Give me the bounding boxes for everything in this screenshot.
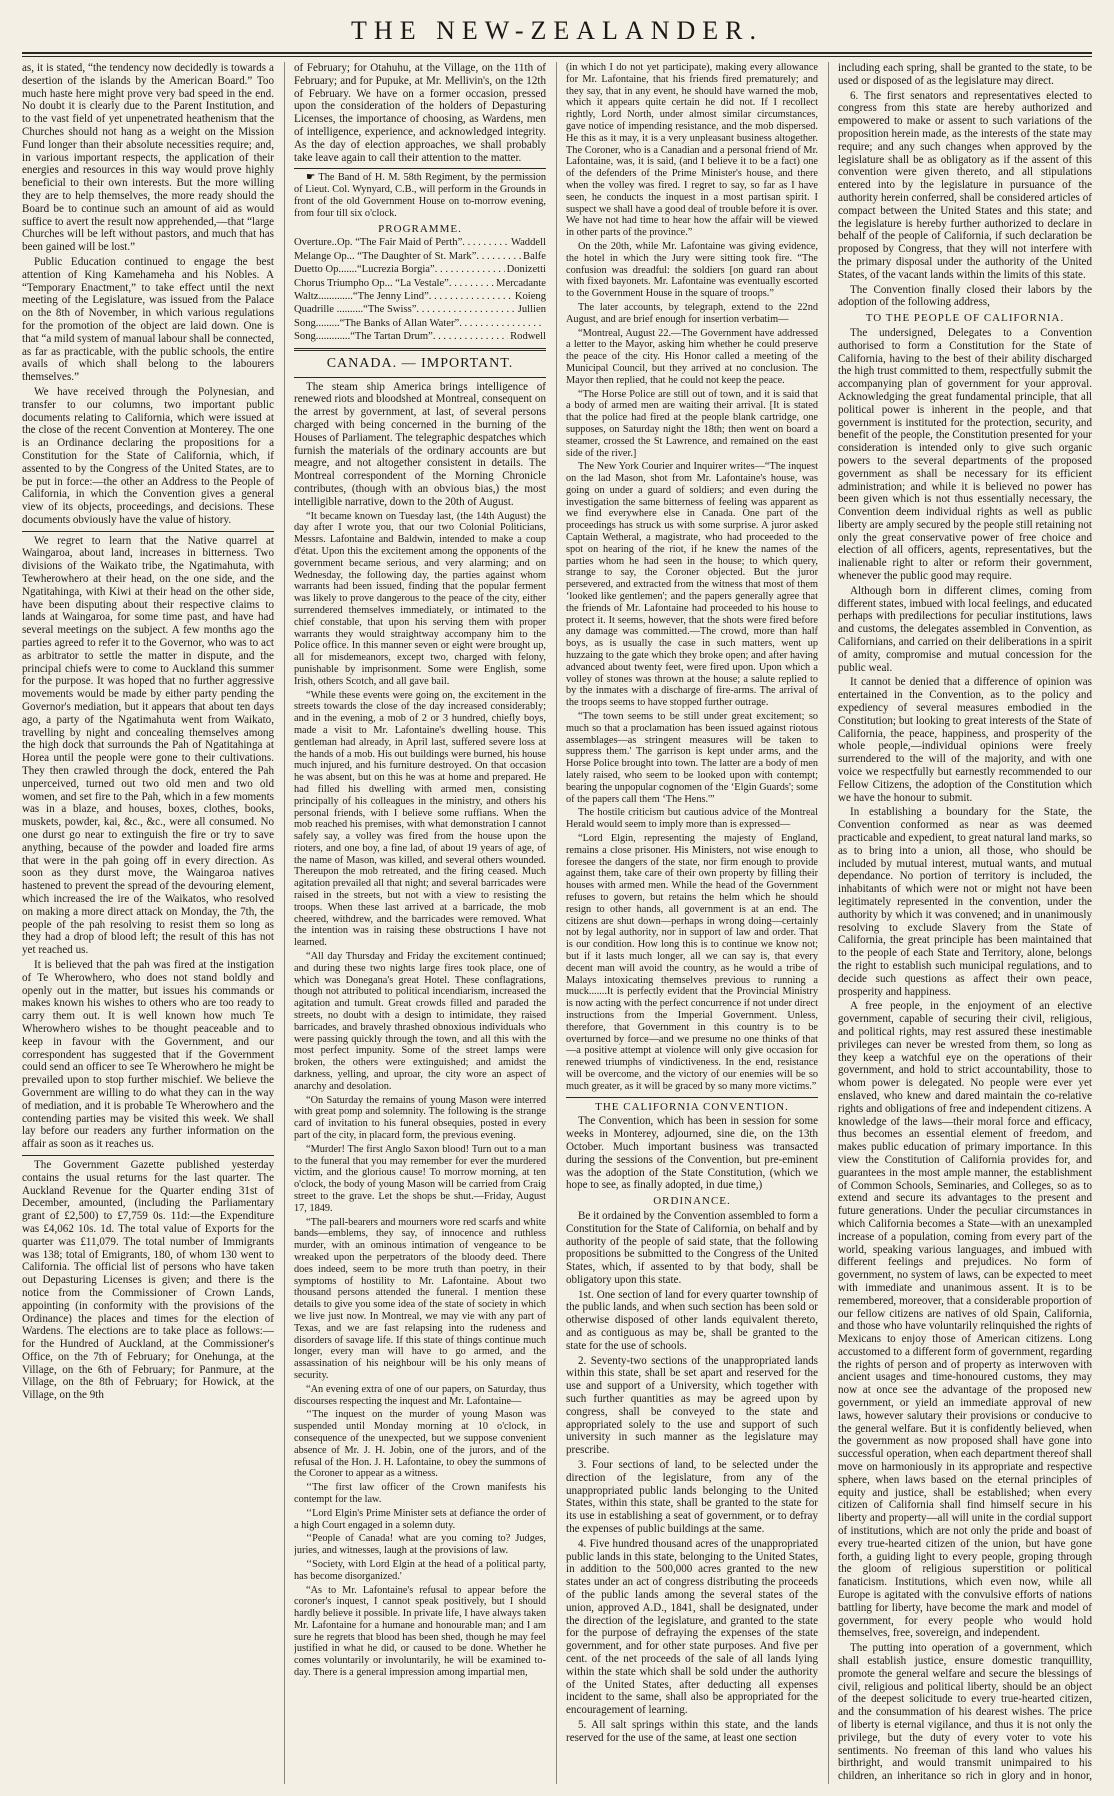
paragraph: 1st. One section of land for every quarter township of the public lands, and when such section has been sold or otherwise disposed of other lands equivalent thereto, and as contiguous as may be, shall be granted to the state for the use of schools. (566, 1288, 818, 1352)
paragraph: On the 20th, while Mr. Lafontaine was giving evidence, the hotel in which the Jury were sitting took fire. “The confusion was dreadful: the soldiers [on guard ran about with fixed bayonets. Mr. Lafontaine was eventually escorted to the Government House in the square of troops.” (566, 240, 818, 300)
programme-item (294, 237, 546, 249)
masthead (22, 8, 1092, 54)
masthead-title: THE NEW-ZEALANDER. (351, 16, 763, 45)
programme-work: Chorus Triumpho Op... “La Vestale” (294, 277, 449, 289)
paragraph: “On Saturday the remains of young Mason were interred with great pomp and solemnity. The following is the strange card of invitation to his funeral obsequies, posted in every part of the city, in placard form, the previous evening. (294, 1094, 546, 1142)
programme-work: Duetto Op.......“Lucrezia Borgia” (294, 264, 435, 276)
paragraph: Public Education continued to engage the best attention of King Kamehameha and his Nobles. A “Temporary Enactment,” to take effect until the next meeting of the Legislature, was issued from the Palace on the 8th of November, in which various regulations for the promotion of the object are laid down. One is that “a mild system of manual labour shall be connected, as far as practicable, with the public schools, the entire avails of which shall belong to the labourers themselves.” (22, 255, 274, 384)
section-rule (294, 377, 546, 378)
paragraph: “It became known on Tuesday last, (the 14th August) the day after I wrote you, that our two Colonial Politicians, Messrs. Lafontaine and Baldwin, intended to make a coup d'état. Upon this the excitement among the opponents of the government became serious, and very alarming; and on Wednesday, the following day, the parties against whom warrants had been issued, finding that the popular ferment was likely to prove dangerous to the peace of the city, either surrendered themselves immediately, or intimated to the chief constable, that upon his serving them with proper warrants they would straightway accompany him to the Police office. In this manner seven or eight were brought up, all for misdemeanors, except two, charged with felony, punishable by imprisonment. Some were English, some Irish, others Scotch, and all gave bail. (294, 510, 546, 687)
paragraph: “The Horse Police are still out of town, and it is said that a body of armed men are waiting their arrival. [It is stated that the police had fired at the people blank cartridge, one supposes, on Saturday night the 18th; then went on board a steamer, crossed the St Lawrence, and remained on the east side of the river.] (566, 388, 818, 459)
paragraph: ‘‘The inquest on the murder of young Mason was suspended until Monday morning at 10 o'clock, in consequence of the unexpected, but we suppose convenient absence of Mr. J. H. Jobin, one of the jurors, and of the refusal of the Hon. J. H. Lafontaine, to obey the summons of the Coroner to appear as a witness. (294, 1409, 546, 1480)
programme-author: Waddell (510, 237, 546, 249)
programme-heading: PROGRAMME. (378, 222, 462, 235)
programme-author: Jullien (517, 304, 546, 316)
programme-author: Rodwell (510, 331, 546, 343)
paragraph: The undersigned, Delegates to a Convention authorised to form a Constitution for the State of California, having to the best of their ability discharged the high trust committed to them, respectfully submit the accompanying plan of government for your approval. Acknowledging the great fundamental principle, that all political power is inherent in the people, and that government is instituted for the protection, security, and benefit of the people, the Constitution presented for your consideration is intended only to give such organic powers to the several departments of the proposed government as shall be necessary for its efficient administration; and while it is believed no power has been given which is not thus essentially necessary, the Convention deem individual rights as well as public liberty are amply secured by the people still retaining not only the great conservative power of free choice and election of all officers, agents, representatives, but the inalienable right to alter or reform their government, whenever the public good may require. (838, 326, 1092, 583)
ordinance-heading: ORDINANCE. (653, 1195, 731, 1208)
paragraph: It cannot be denied that a difference of opinion was entertained in the Convention, as to the policy and expediency of several measures embodied in the Constitution; but looking to great interests of the State of California, the peace, happiness, and prosperity of the whole people,—individual opinions were freely surrendered to the will of the majority, and with one voice we respectfully but earnestly recommended to our Fellow Citizens, the adoption of the Constitution which we have the honour to submit. (838, 676, 1092, 804)
paragraph: In establishing a boundary for the State, the Convention conformed as near as was deemed practicable and expedient, to great natural land marks, so as to bring into a union, all those, who should be included by mutual interest, mutual wants, and mutual dependance. No portion of territory is included, the inhabitants of which were not or might not have been legitimately represented in the convention, under the authority by which it was convened; and in unanimously resolving to exclude Slavery from the State of California, the great principle has been maintained that to the people of each State and Territory, alone, belongs the right to establish such municipal regulations, and to decide such questions as affect their own peace, prosperity and happiness. (838, 806, 1092, 998)
paragraph: The Convention, which has been in session for some weeks in Monterey, adjourned, sine die, on the 13th October. Much important business was transacted during the sessions of the Convention, but pre-eminent was the adoption of the State Constitution, (which we hope to see, as finally adopted, in due time,) (566, 1115, 818, 1192)
programme-item (294, 264, 546, 276)
paragraph: ‘‘Lord Elgin's Prime Minister sets at defiance the order of a high Court engaged in a solemn duty. (294, 1507, 546, 1531)
paragraph: 6. The first senators and representatives elected to congress from this state are hereby authorized and empowered to make or assent to such variations of the proposition herein made, as the interests of the state may require; and any such changes when approved by the legislature shall be as obligatory as if the assent of this convention were given thereto, and all stipulations entered into by the legislature in pursuance of the authority herein conferred, shall be considered articles of compact between the United States and this state; and the legislature is hereby further authorized to declare in behalf of the people of California, if such declaration be proposed by Congress, that they will not interfere with the primary disposal under the authority of the United States, of the vacant lands within the limits of this state. (838, 89, 1092, 281)
paragraph: The putting into operation of a government, which shall establish justice, ensure domestic tranquillity, promote the general welfare and secure the blessings of civil, religious and political liberty, should be an object of the deepest solicitude to every true-hearted citizen, and the consummation of his dearest wishes. The price of liberty is eternal vigilance, and thus it is not only the privilege, but the duty of every voter to vote his sentiments. No freeman of this land who values his birthright, and would transmit unimpaired to his children, an inheritance so rich in glory and in honor, (838, 1642, 1092, 1783)
band-notice: ☛ The Band of H. M. 58th Regiment, by the permission of Lieut. Col. Wynyard, C.B., will perform in the Grounds in front of the old Government House on to-morrow evening, from four till six o'clock. (294, 172, 546, 219)
paragraph: The steam ship America brings intelligence of renewed riots and bloodshed at Montreal, consequent on the arrest by government, at last, of several persons charged with being concerned in the burning of the Houses of Parliament. The telegraphic despatches which furnish the materials of the ordinary accounts are but meagre, and not altogether consistent in details. The Montreal correspondent of the Morning Chronicle contributes, (though with an obvious bias,) the most intelligible narrative, down to the 20th of August. (294, 380, 546, 508)
paragraph: (in which I do not yet participate), making every allowance for Mr. Lafontaine, that his friends fired prematurely; and they say, that in any event, he should have warned the mob, which it appears quite certain he did not. If I recollect rightly, Lord North, under almost similar circumstances, gave notice of impending resistance, and the mob dispersed. He this as it may, it is a very unpleasant business altogether. The Coroner, who is a Canadian and a personal friend of Mr. Lafontaine, was, it is said, (and I believe it to be a fact) one of the defenders of the Prime Minister's house, and there when the volley was fired. I regret to say, so far as I have seen, he conducts the inquest in a most partisan spirit. I suspect we shall have a good deal of trouble before it is over. We have not had time to hear how the affair will be viewed in other parts of the province.” (566, 62, 818, 239)
column-3 (566, 62, 818, 1784)
paragraph: The Government Gazette published yesterday contains the usual returns for the last quarter. The Auckland Revenue for the Quarter ending 31st of December, amounted, (including the Parliamentary grant of £2,500) to £7,759 0s. 11d:—the Expenditure was £4,062 10s. 1d. The total value of Exports for the quarter was £11,079. The total number of Immigrants was 138; total of Emigrants, 180, of whom 130 went to California. The official list of persons who have taken out Depasturing Licenses is given; and there is the notice from the Commissioner of Crown Lands, appointing (in conformity with the provisions of the Ordinance) the places and times for the election of Wardens. The elections are to take place as follows:—for the Hundred of Auckland, at the Commissioner's Office, on the 7th of February; for Onehunga, at the Village, on the 6th of February; for Panmure, at the Village, on the 8th of February; for Howick, at the Village, on the 9th (22, 1158, 274, 1402)
paragraph: “Lord Elgin, representing the majesty of England, remains a close prisoner. His Ministers, not wise enough to foresee the dangers of the state, nor firm enough to provide against them, take care of their own property by filling their houses with armed men. While the head of the Government refuses to govern, but retains the helm which he should resign to other hands, all government is at an end. The citizens are shut down—perhaps in wrong doing—certainly not by legal authority, nor in support of law and order. That is our condition. How long this is to continue we know not; but if it lasts much longer, all we can say is, that every decent man will avoid the country, as he would a tribe of Malays intoxicating themselves previous to running a muck.......It is perfectly evident that the Provincial Ministry is now acting with the perfect concurrence if not under direct instructions from the Imperial Government. Unless, therefore, that Government in this country is to be overturned by force—and we presume no one thinks of that—a positive attempt at violence will only give occasion for renewed triumphs of vindictiveness. In the end, resistance will be overcome, and the victory of our enemies will be so much greater, as it will be graced by so many more victims.” (566, 833, 818, 1092)
section-rule (22, 531, 274, 532)
section-rule (294, 348, 546, 351)
paragraph: of February; for Otahuhu, at the Village, on the 11th of February; and for Pupuke, at Mr. Mellivin's, on the 12th of February. We have on a former occasion, pressed upon the consideration of the holders of Depasturing Licenses, the importance of choosing, as Wardens, men of intelligence, experience, and acknowledged integrity. As the day of election approaches, we shall probably take leave again to call their attention to the matter. (294, 62, 546, 164)
paragraph: 3. Four sections of land, to be selected under the direction of the legislature, from any of the unappropriated public lands belonging to the United States, within this state, shall be granted to the state for its use in establishing a seat of government, or to defray the expenses of public buildings at the same. (566, 1459, 818, 1536)
california-convention-heading: THE CALIFORNIA CONVENTION. (595, 1100, 789, 1113)
programme-work: Waltz.............“The Jenny Lind” (294, 290, 429, 302)
programme-author: Koieng (514, 290, 546, 302)
address-heading: TO THE PEOPLE OF CALIFORNIA. (865, 312, 1065, 325)
paragraph: “As to Mr. Lafontaine's refusal to appear before the coroner's inquest, I cannot speak positively, but I should hardly believe it possible. In private life, I have always taken Mr. Lafontaine for a humane and honourable man; and I am sure he regrets that blood has been shed, though he may feel justified in what he did, or caused to be done. Whether he comes voluntarily or involuntarily, he will be examined to-day. There is a general impression among impartial men, (294, 1584, 546, 1679)
column-1 (22, 62, 274, 1784)
paragraph: 4. Five hundred thousand acres of the unappropriated public lands in this state, belonging to the United States, in addition to the 500,000 acres granted to the new states under an act of congress distributing the proceeds of the public lands among the several states of the union, approved A.D., 1841, shall be designated, under the direction of the legislature, and granted to the state for the purpose of defraying the expenses of the state government, and for other state purposes. And five per cent. of the net proceeds of the sale of all lands lying within the state which shall be sold under the authority of the United States, after deducting all expenses incident to the same, shall also be appropriated for the encouragement of learning. (566, 1537, 818, 1717)
programme-item (294, 278, 546, 290)
paragraph: The later accounts, by telegraph, extend to the 22nd August, and are brief enough for insertion verbatim— (566, 301, 818, 325)
programme-item (294, 291, 546, 303)
canada-heading: CANADA. — IMPORTANT. (326, 355, 514, 371)
programme-work: Quadrille ..........“The Swiss” (294, 304, 417, 316)
paragraph: ‘‘The first law officer of the Crown manifests his contempt for the law. (294, 1482, 546, 1505)
paragraph: We have received through the Polynesian, and transfer to our columns, two important public documents relating to California, which were issued at the close of the recent Convention at Monterey. The one is an Ordinance declaring the propositions for a Constitution for the State of California, which, if assented to by the Congress of the United States, are to be put in force:—the other an Address to the People of California, in which the Convention gives a general view of its objects, proceedings, and decisions. These documents obviously have the value of history. (22, 385, 274, 526)
section-rule (22, 1155, 274, 1156)
programme-author: Mercadante (496, 277, 546, 289)
programme-list (294, 237, 546, 343)
programme-author: Balfe (523, 250, 546, 262)
programme-work: Overture..Op. “The Fair Maid of Perth” (294, 237, 463, 249)
paragraph: Be it ordained by the Convention assembled to form a Constitution for the State of California, on behalf and by authority of the people of said state, that the following propositions be submitted to the Congress of the United States, which, if assented to by that body, shall be obligatory upon this state. (566, 1209, 818, 1286)
paragraph: The Convention finally closed their labors by the adoption of the following address, (838, 283, 1092, 309)
paragraph: Although born in different climes, coming from different states, imbued with local feelings, and educated perhaps with predilections for peculiar institutions, laws and customs, the delegates assembled in Convention, as Californians, and carried on their deliberations in a spirit of amity, compromise and mutual concession for the public weal. (838, 584, 1092, 674)
paragraph: The New York Courier and Inquirer writes—“The inquest on the lad Mason, shot from Mr. Lafontaine's house, was going on under a guard of soldiers; and even during the investigation the same bitterness of feeling was apparent as we find everywhere else in Canada. One part of the proceedings has struck us with some surprise. A juror asked Captain Wetheral, a magistrate, who had proceeded to the spot on hearing of the riot, if he knew the names of the parties whom he had seen in the house; to which query, strange to say, the Coroner objected. But the juror persevered, and extracted from the witness that most of them ‘looked like gentlemen'; and the papers generally agree that the friends of Mr. Lafontaine had proceeded to his house to protect it. It seems, however, that the shots were fired before any damage was committed.—The crowd, more than half boys, as is usually the case in such matters, went up huzzaing to the gate which they broke open; and after having advanced about twenty feet, were fired upon. Upon which a volley of stones was thrown at the house; a salute replied to by the inmates with a discharge of fire-arms. The arrival of the troops seems to have stopped further outrage. (566, 461, 818, 709)
paragraph: “The pall-bearers and mourners wore red scarfs and white bands—emblems, they say, of innocence and ruthless murder, with an ominous intimation of vengeance to be wreaked upon the perpetrators of the bloody deed. There does indeed, seem to be more truth than poetry, in their symptoms of hostility to Mr. Lafontaine. About two thousand persons attended the funeral. I mention these details to give you some idea of the state of society in which we live just now. In Montreal, we may vie with any part of Texas, and we are fast relapsing into the rudeness and disorders of savage life. If this state of things continue much longer, every man will have to go armed, and the assassination of his neighbour will be his only means of security. (294, 1216, 546, 1381)
column-4 (838, 62, 1092, 1784)
paragraph: ‘‘Society, with Lord Elgin at the head of a political party, has become disorganized.' (294, 1558, 546, 1582)
programme-item (294, 251, 546, 263)
paragraph: We regret to learn that the Native quarrel at Waingaroa, about land, increases in bitterness. Two divisions of the Waikato tribe, the Ngatimahuta, with Tewherowhero at their head, on the one side, and the Ngatitahinga, with Kiwi at their head on the other side, have been disputing about their respective claims to lands at Waingaroa, for some time past, and have had several meetings on the subject. A few months ago the parties agreed to refer it to the Governor, who was to act as arbitrator to settle the matter in dispute, and the principal chiefs were to come to Auckland this summer for the purpose. It was hoped that no further aggressive movements would be made by either party pending the Governor's mediation, but it appears that about ten days ago, a party of the Ngatimahuta went from Waikato, travelling by night and concealing themselves among the high dock that surrounds the Pah of Ngatitahinga at Horea until the people were gone to their cultivations. They then crawled through the dock, entered the Pah unperceived, turned out two old men and two old women, and set fire to the Pah, which in a few moments was in a blaze, and houses, boxes, clothes, books, muskets, powder, kai, &c., &c., were all consumed. No one durst go near to extinguish the fire or try to save anything, because of the powder and loaded fire arms that were in the pah going off in every direction. As soon as they durst move, the Waingaroa natives hastened to prevent the spread of the devouring element, which increased the ire of the Waikatos, who resolved on making a more direct attack on Monday, the 7th, the people of the pah resolving to resist them so long as they had a drop of blood left; the result of this has not yet reached us. (22, 534, 274, 957)
columns (22, 62, 1092, 1784)
programme-work: Song.............“The Tartan Drum” (294, 331, 433, 343)
paragraph: It is believed that the pah was fired at the instigation of Te Wherowhero, who does not stand boldly and openly out in the matter, but issues his commands or makes known his wishes to others who are too ready to carry them out. It is well known how much Te Wherowhero wishes to be thought peaceable and to keep in favour with the Government, and our correspondent has suggested that if the Government could send an officer to see Te Wherowhero he might be prevailed upon to stop further mischief. We believe the Government are willing to do what they can in the way of mediation, and it is probable Te Wherowhero and the contending parties may be visited this week. We shall lay before our readers any further information on the affair as soon as it reaches us. (22, 958, 274, 1151)
paragraph: “All day Thursday and Friday the excitement continued; and during these two nights large fires took place, one of which was Donegana's great Hotel. These conflagrations, though not attributed to political incendiarism, increased the agitation and tumult. Great crowds filled and paraded the streets, no doubt with a design to intimidate, they raised barricades, and bravely thrashed obnoxious individuals who were passing quickly through the town, and all this with the most perfect impunity. Some of the street lamps were broken, the others were extinguished; and amidst the darkness, yelling, and uproar, the city wore an aspect of anarchy and desolation. (294, 951, 546, 1092)
programme-item (294, 304, 546, 316)
programme-author (544, 318, 546, 330)
programme-item (294, 331, 546, 343)
paragraph: “The town seems to be still under great excitement; so much so that a proclamation has been issued against riotous assemblages—as stringent measures will be taken to suppress them.' The garrison is kept under arms, and the Horse Police brought into town. The latter are a body of men lately raised, who seem to be looked upon with contempt; bearing the unpopular cognomen of the ‘Elgin Guards'; some of the papers call them ‘The Hens.'” (566, 711, 818, 805)
programme-work: Melange Op... “The Daughter of St. Mark” (294, 250, 477, 262)
programme-author: Donizetti (506, 264, 546, 276)
paragraph: “Montreal, August 22.—The Government have addressed a letter to the Mayor, asking him whether he could preserve the peace of the city. His Honor called a meeting of the Municipal Council, but they arrived at no conclusion. The Mayor then replied, that he could not keep the peace. (566, 327, 818, 386)
paragraph: “An evening extra of one of our papers, on Saturday, thus discourses respecting the inquest and Mr. Lafontaine— (294, 1383, 546, 1407)
paragraph: 5. All salt springs within this state, and the lands reserved for the use of the same, at least one section (566, 1718, 818, 1744)
paragraph: A free people, in the enjoyment of an elective government, capable of securing their civil, religious, and political rights, may rest assured these inestimable privileges can never be wrested from them, so long as they keep a watchful eye on the operations of their government, and hold to strict accountability, those to whom power is delegated. No people were ever yet enslaved, who knew and dared maintain the co-relative rights and obligations of free and independent citizens. A knowledge of the laws—their moral force and efficacy, thus becomes an essential element of freedom, and makes public education of primary importance. In this view the Constitution of California provides for, and guarantees in the most ample manner, the establishment of Common Schools, Seminaries, and Colleges, so as to extend and secure its advantages to the present and future generations. Under the peculiar circumstances in which California becomes a State—with an unexampled increase of a population, coming from every part of the world, speaking various languages, and imbued with different feelings and prejudices. No form of government, no system of laws, can be expected to meet with immediate and unanimous assent. It is to be remembered, moreover, that a considerable proportion of our fellow citizens are natives of old Spain, California, and those who have voluntarily relinquished the rights of Mexicans to enjoy those of American citizens. Long accustomed to a different form of government, regarding the rights of person and of property as interwoven with ancient usages and time-honoured customs, they may now at once see the advantage of the proposed new government, or yield an immediate approval of new laws, however salutary their provisions or conducive to the general welfare. But it is confidently believed, when the government as now proposed shall have gone into successful operation, when each department thereof shall move on harmoniously in its appropriate and respective sphere, when laws based on the eternal principles of equity and justice, shall be established; when every citizen of California shall find himself secure in his liberty and property—all will unite in the cordial support of institutions, which are not only the pride and boast of every true-hearted citizen of the union, but have gone forth, a guiding light to every people, groping through the gloom of religious superstition or political fanaticism. Institutions, which even now, while all Europe is agitated with the convulsive efforts of nations battling for liberty, have become the mark and model of government, for every people who would hold themselves, free, sovereign, and independent. (838, 1000, 1092, 1640)
masthead-rule (22, 56, 1092, 57)
paragraph: ‘‘People of Canada! what are you coming to? Judges, juries, and witnesses, laugh at the provisions of law. (294, 1533, 546, 1557)
paragraph: The hostile criticism but cautious advice of the Montreal Herald would seem to imply more than is expressed— (566, 807, 818, 831)
programme-item (294, 318, 546, 330)
programme-work: Song.........“The Banks of Allan Water” (294, 317, 460, 329)
paragraph: “Murder! The first Anglo Saxon blood! Turn out to a man to the funeral that you may remember for ever the murdered victim, and the glorious cause! To morrow morning, at ten o'clock, the body of young Mason will be carried from Craig street to the grave. Let the shops be shut.—Friday, August 17, 1849. (294, 1143, 546, 1214)
column-2 (294, 62, 546, 1784)
section-rule (566, 1097, 818, 1098)
paragraph: “While these events were going on, the excitement in the streets towards the close of the day increased considerably; and in the evening, a mob of 2 or 3 hundred, chiefly boys, made a visit to Mr. Lafontaine's dwelling house. This gentleman had already, in April last, suffered severe loss at the hands of a mob. His out buildings were burned, his house much injured, and his furniture destroyed. On that occasion he was absent, but on this he was at home and prepared. He had filled his dwelling with armed men, consisting principally of his colleagues in the ministry, and others his personal friends, with I believe some ruffians. When the mob reached his premises, with what demonstration I cannot safely say, a volley was fired from the house upon the rioters, and one boy, a fine lad, of about 19 years of age, of the name of Mason, was killed, and several others wounded. Thereupon the mob retreated, and the firing ceased. Much agitation prevailed all that night; and several barricades were raised in the streets, but not with a view to resisting the troops. When these last arrived at a barricade, the mob cheered, withdrew, and the barricades were removed. What the intention was in raising these obstructions I have not learned. (294, 689, 546, 949)
paragraph: including each spring, shall be granted to the state, to be used or disposed of as the legislature may direct. (838, 62, 1092, 87)
section-rule (294, 168, 546, 169)
paragraph: as, it is stated, “the tendency now decidedly is towards a desertion of the islands by the American Board.” Too much haste here might prove very bad speed in the end. No doubt it is clearly due to the Parent Institution, and to the vast field of yet unpenetrated heathenism that the Churches should not hang as a weight on the Mission Fund longer than their absolute necessities require; and, in various important respects, the application of their energies and resources in this way would prove highly beneficial to their own interests. But the more willing they are to help themselves, the more ready should the Board be to continue such an amount of aid as would suffice to avert the result now apprehended,—that “large Churches will be left without pastors, and much that has been gained will be lost.” (22, 62, 274, 254)
paragraph: 2. Seventy-two sections of the unappropriated lands within this state, shall be set apart and reserved for the use and support of a University, which together with such further quantities as may be agreed upon by congress, shall be conveyed to the state and appropriated solely to the use and support of such university in such manner as the legislature may prescribe. (566, 1354, 818, 1457)
